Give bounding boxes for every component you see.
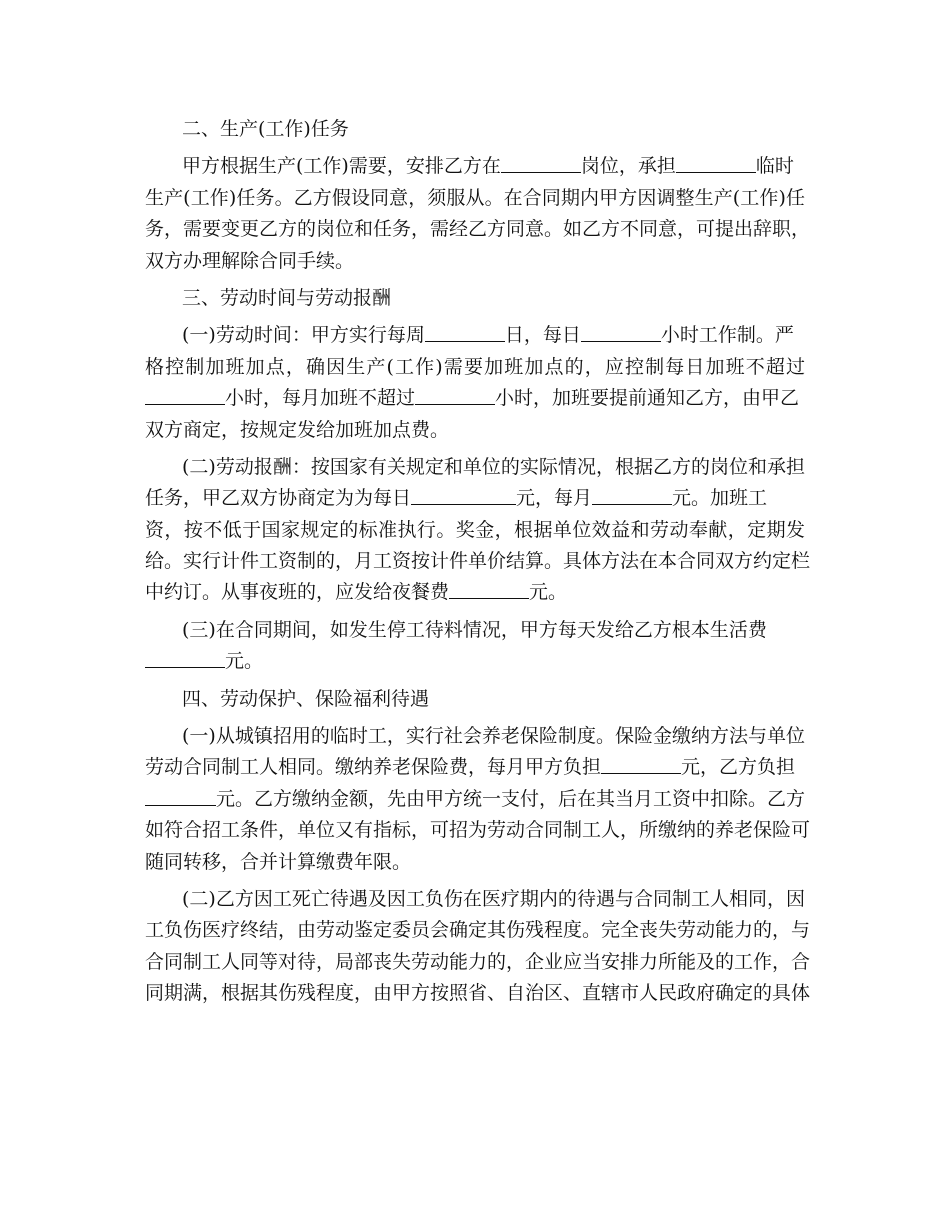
paragraph-line: 甲方根据生产(工作)需要，安排乙方在 岗位，承担 临时 (145, 151, 805, 182)
section-heading: 三、劳动时间与劳动报酬 (182, 286, 392, 309)
paragraph-line: 生产(工作)任务。乙方假设同意，须服从。在合同期内甲方因调整生产(工作)任 (145, 186, 805, 209)
fill-blank (601, 752, 681, 774)
paragraph-line: (三)在合同期间，如发生停工待料情况，甲方每天发给乙方根本生活费 (182, 618, 767, 641)
fill-blank (449, 577, 529, 599)
fill-blank (411, 483, 516, 505)
paragraph-line: 同期满，根据其伤残程度，由甲方按照省、自治区、直辖市人民政府确定的具体 (145, 982, 811, 1005)
fill-blank (145, 383, 225, 405)
section-heading: 四、劳动保护、保险福利待遇 (182, 687, 430, 710)
paragraph-line: 双方商定，按规定发给加班加点费。 (145, 418, 450, 441)
fill-blank (592, 483, 672, 505)
fill-blank (581, 320, 661, 342)
paragraph-line: (一)劳动时间：甲方实行每周 日，每日 小时工作制。严 (145, 320, 805, 351)
paragraph-line: 随同转移，合并计算缴费年限。 (145, 850, 412, 873)
paragraph-line: 务，需要变更乙方的岗位和任务，需经乙方同意。如乙方不同意，可提出辞职， (145, 218, 811, 241)
fill-blank (501, 151, 581, 173)
paragraph-line: 资，按不低于国家规定的标准执行。奖金，根据单位效益和劳动奉献，定期发 (145, 518, 805, 541)
fill-blank (425, 320, 505, 342)
paragraph-line: (二)乙方因工死亡待遇及因工负伤在医疗期内的待遇与合同制工人相同，因 (182, 887, 805, 910)
paragraph-line: 合同制工人同等对待，局部丧失劳动能力的，企业应当安排力所能及的工作，合 (145, 950, 811, 973)
paragraph-line: 如符合招工条件，单位又有指标，可招为劳动合同制工人，所缴纳的养老保险可 (145, 819, 811, 842)
paragraph-line: 元。乙方缴纳金额，先由甲方统一支付，后在其当月工资中扣除。乙方 (145, 784, 805, 815)
paragraph-line: 双方办理解除合同手续。 (145, 249, 355, 272)
paragraph-line: 小时，每月加班不超过 小时，加班要提前通知乙方，由甲乙 (145, 383, 805, 414)
paragraph-line: 给。实行计件工资制的，月工资按计件单价结算。具体方法在本合同双方约定栏 (145, 550, 811, 573)
fill-blank (676, 151, 756, 173)
fill-blank (415, 383, 495, 405)
paragraph-line: 工负伤医疗终结，由劳动鉴定委员会确定其伤残程度。完全丧失劳动能力的，与 (145, 919, 811, 942)
paragraph-line: 元。 (145, 646, 805, 677)
paragraph-line: (一)从城镇招用的临时工，实行社会养老保险制度。保险金缴纳方法与单位 (182, 725, 805, 748)
fill-blank (145, 784, 216, 806)
fill-blank (145, 646, 225, 668)
paragraph-line: 劳动合同制工人相同。缴纳养老保险费，每月甲方负担 元，乙方负担 (145, 752, 805, 783)
paragraph-line: 中约订。从事夜班的，应发给夜餐费 元。 (145, 577, 805, 608)
section-heading: 二、生产(工作)任务 (182, 118, 349, 140)
paragraph-line: (二)劳动报酬：按国家有关规定和单位的实际情况，根据乙方的岗位和承担 (182, 455, 805, 478)
paragraph-line: 任务，甲乙双方协商定为为每日 元，每月 元。加班工 (145, 483, 805, 514)
document-page (145, 114, 811, 1010)
paragraph-line: 格控制加班加点，确因生产(工作)需要加班加点的，应控制每日加班不超过 (145, 355, 805, 378)
